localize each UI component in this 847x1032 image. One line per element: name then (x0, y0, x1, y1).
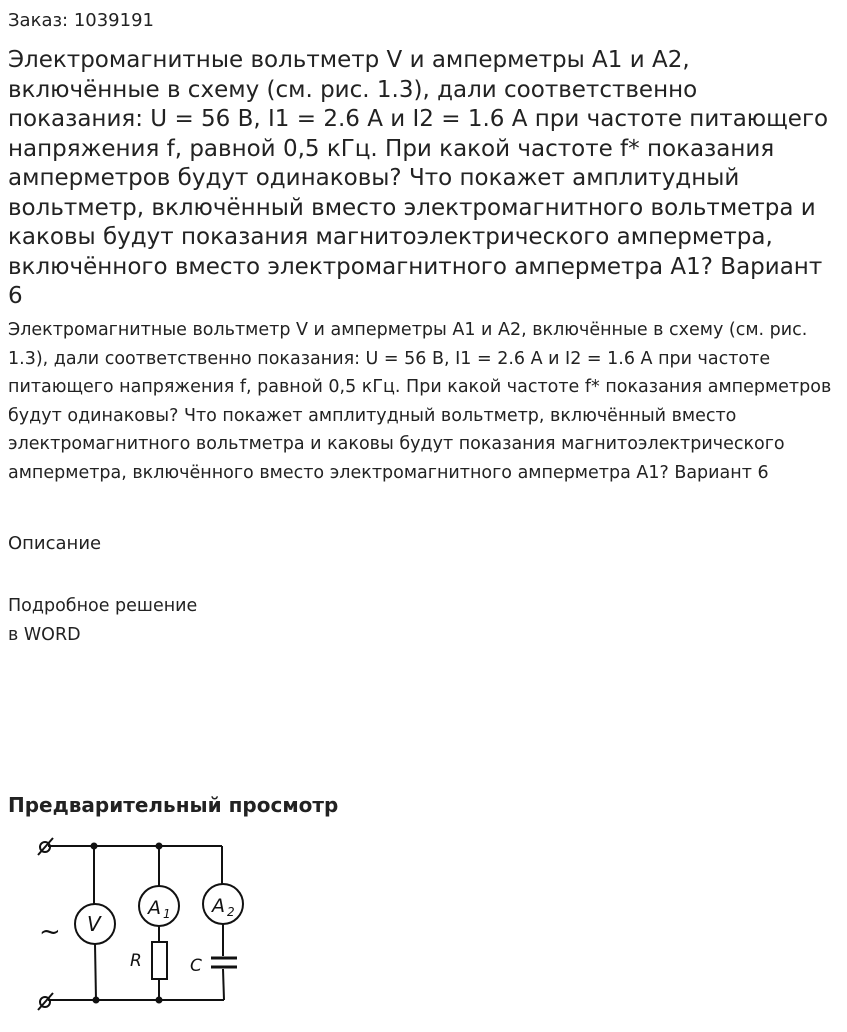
task-description: Электромагнитные вольтметр V и амперметры А1 и А2, включённые в схему (см. рис. 1.3), дали соответственно показания: U = 56 В, I1 = 2.6 А и I2 = 1.6 А при частоте питающего напряжения f, равной 0,5 кГц. При какой частоте f* показания амперметров будут одинаковы? Что покажет амплитудный вольтметр, включённый вместо электромагнитного вольтметра и каковы будут показания магнитоэлектрического амперметра, включённого вместо электромагнитного амперметра А1? Вариант 6 (8, 320, 832, 483)
description-label: Описание (8, 533, 102, 554)
solution-info (8, 592, 197, 650)
ammeter1-subscript: 1 (163, 907, 171, 921)
capacitor-label: C (190, 956, 202, 976)
capacitor-wire-bottom (223, 969, 224, 1000)
ac-source-icon: ~ (39, 917, 61, 947)
solution-line-2: в WORD (8, 625, 81, 645)
ammeter1-label: A (148, 897, 161, 919)
bottom-terminal-icon (38, 993, 53, 1010)
ammeter2-label: A (212, 895, 225, 917)
solution-line-1: Подробное решение (8, 596, 198, 616)
order-number: Заказ: 1039191 (8, 10, 154, 31)
resistor-label: R (130, 951, 142, 971)
preview-title: Предварительный просмотр (8, 793, 339, 817)
voltmeter-label: V (87, 912, 101, 936)
resistor-icon (152, 942, 167, 979)
circuit-diagram (28, 830, 258, 1020)
ammeter2-subscript: 2 (227, 905, 235, 919)
voltmeter-wire-bottom (95, 944, 96, 1000)
page-title: Электромагнитные вольтметр V и амперметры А1 и А2, включённые в схему (см. рис. 1.3), дали соответственно показания: U = 56 В, I1 = 2.6 А и I2 = 1.6 А при частоте питающего напряжения f, равной 0,5 кГц. При какой частоте f* показания амперметров будут одинаковы? Что покажет амплитудный вольтметр, включённый вместо электромагнитного вольтметра и каковы будут показания магнитоэлектрического амперметра, включённого вместо электромагнитного амперметра А1? Вариант 6 (8, 47, 829, 309)
top-terminal-icon (38, 838, 53, 855)
